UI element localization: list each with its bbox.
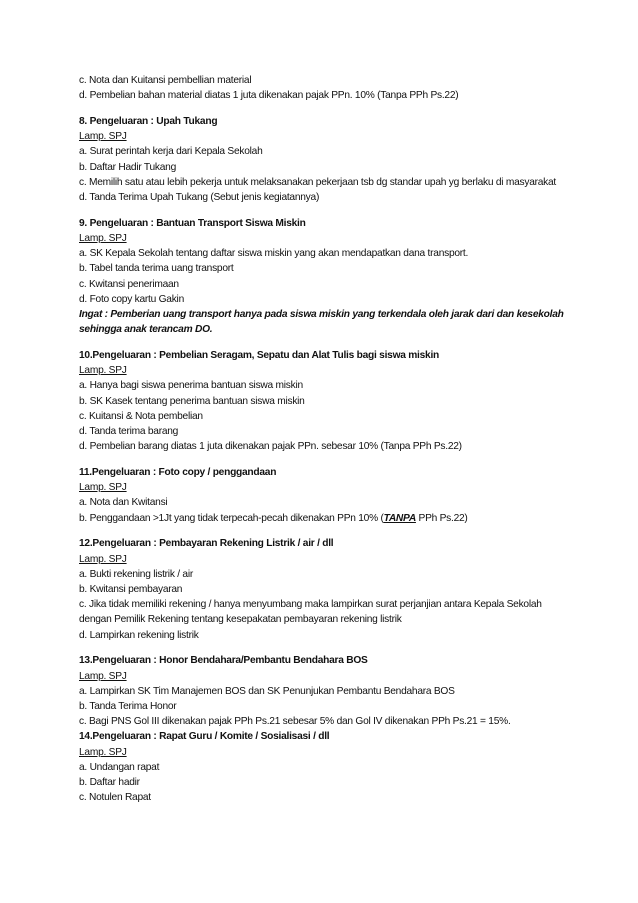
section-11-heading: 11.Pengeluaran : Foto copy / penggandaan (79, 467, 277, 479)
section-10-lamp: Lamp. SPJ (79, 365, 127, 377)
section-14-item-a: a. Undangan rapat (79, 761, 160, 773)
intro-item-d: d. Pembelian bahan material diatas 1 juta dikenakan pajak PPn. 10% (Tanpa PPh Ps.22) (79, 90, 459, 102)
section-9-lamp: Lamp. SPJ (79, 233, 127, 245)
section-9-note: Ingat : Pemberian uang transport hanya pada siswa miskin yang terkendala oleh jarak dari dan kesekolah sehingga anak terancam DO. (79, 309, 564, 336)
section-12-item-a: a. Bukti rekening listrik / air (79, 568, 193, 580)
section-11-item-b-pre: b. Penggandaan >1Jt yang tidak terpecah-pecah dikenakan PPn 10% ( (79, 512, 384, 524)
section-11-item-b-post: PPh Ps.22) (415, 512, 468, 524)
section-8-item-c: c. Memilih satu atau lebih pekerja untuk melaksanakan pekerjaan tsb dg standar upah yg berlaku di masyarakat (79, 176, 557, 188)
section-11-item-a: a. Nota dan Kwitansi (79, 497, 168, 509)
document-page (79, 73, 569, 806)
section-8-item-a: a. Surat perintah kerja dari Kepala Sekolah (79, 146, 263, 158)
section-13-item-c: c. Bagi PNS Gol III dikenakan pajak PPh Ps.21 sebesar 5% dan Gol IV dikenakan PPh Ps.21 = 15%. (79, 716, 511, 728)
section-13-item-b: b. Tanda Terima Honor (79, 701, 177, 713)
section-8-item-d: d. Tanda Terima Upah Tukang (Sebut jenis kegiatannya) (79, 192, 320, 204)
section-14-item-c: c. Notulen Rapat (79, 792, 151, 804)
section-9-heading: 9. Pengeluaran : Bantuan Transport Siswa Miskin (79, 217, 306, 229)
section-9-item-a: a. SK Kepala Sekolah tentang daftar siswa miskin yang akan mendapatkan dana transport. (79, 248, 469, 260)
section-10-item-b: b. SK Kasek tentang penerima bantuan siswa miskin (79, 395, 305, 407)
section-11-item-b (79, 511, 569, 526)
section-14-item-b: b. Daftar hadir (79, 777, 140, 789)
section-12-item-b: b. Kwitansi pembayaran (79, 584, 183, 596)
section-10-item-e: d. Pembelian barang diatas 1 juta dikenakan pajak PPn. sebesar 10% (Tanpa PPh Ps.22) (79, 441, 462, 453)
section-10-item-a: a. Hanya bagi siswa penerima bantuan siswa miskin (79, 380, 303, 392)
section-14-lamp: Lamp. SPJ (79, 746, 127, 758)
intro-item-c: c. Nota dan Kuitansi pembellian material (79, 75, 252, 86)
section-10-item-d: d. Tanda terima barang (79, 426, 179, 438)
section-13-lamp: Lamp. SPJ (79, 670, 127, 682)
section-12-item-d: d. Lampirkan rekening listrik (79, 629, 199, 641)
section-13-heading: 13.Pengeluaran : Honor Bendahara/Pembantu Bendahara BOS (79, 655, 368, 667)
section-9-item-c: c. Kwitansi penerimaan (79, 278, 179, 290)
section-8-item-b: b. Daftar Hadir Tukang (79, 161, 176, 173)
section-12-heading: 12.Pengeluaran : Pembayaran Rekening Listrik / air / dll (79, 538, 334, 550)
section-10-heading: 10.Pengeluaran : Pembelian Seragam, Sepatu dan Alat Tulis bagi siswa miskin (79, 350, 440, 362)
section-11-item-b-emphasis: TANPA (383, 512, 416, 524)
section-8-lamp: Lamp. SPJ (79, 131, 127, 143)
section-13-item-a: a. Lampirkan SK Tim Manajemen BOS dan SK Penunjukan Pembantu Bendahara BOS (79, 685, 455, 697)
section-9-item-d: d. Foto copy kartu Gakin (79, 293, 184, 305)
section-10-item-c: c. Kuitansi & Nota pembelian (79, 410, 203, 422)
section-14-heading: 14.Pengeluaran : Rapat Guru / Komite / Sosialisasi / dll (79, 731, 330, 743)
section-8-heading: 8. Pengeluaran : Upah Tukang (79, 116, 218, 127)
section-11-lamp: Lamp. SPJ (79, 482, 127, 494)
section-9-item-b: b. Tabel tanda terima uang transport (79, 263, 234, 275)
section-12-item-c: c. Jika tidak memiliki rekening / hanya menyumbang maka lampirkan surat perjanjian antara Kepala Sekolah dengan Pemilik Rekening tentang kesepakatan pembayaran rekening listrik (79, 599, 542, 626)
section-12-lamp: Lamp. SPJ (79, 553, 127, 565)
